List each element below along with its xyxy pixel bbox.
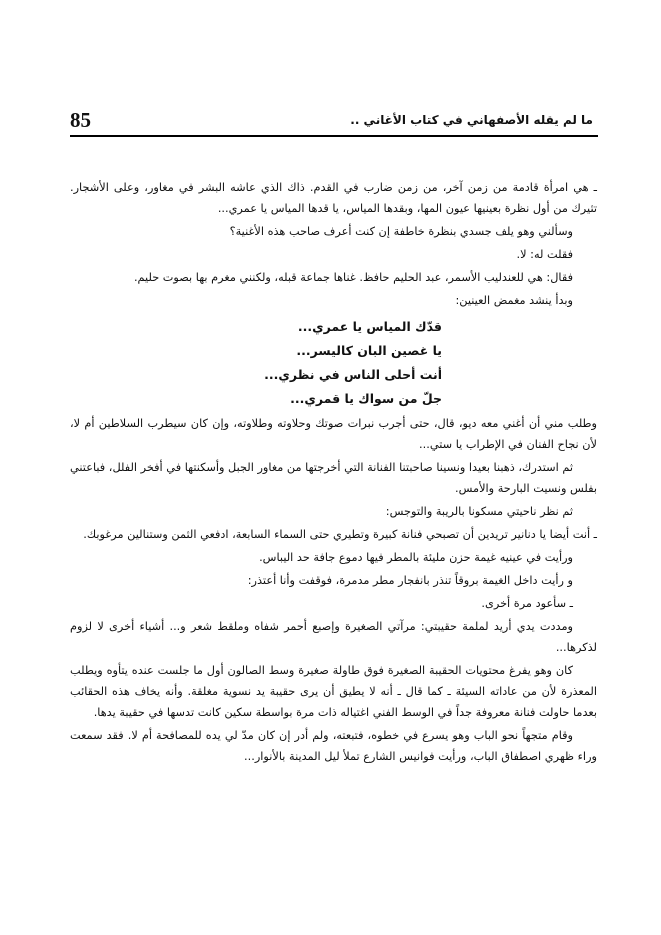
paragraph: وطلب مني أن أغني معه ديو، قال، حتى أجرب نبرات صوتك وحلاوته وطلاوته، وإن كان سيطرب السلاطين أم لا، لأن نجاح الفنان في الإطراب يا ستي... xyxy=(70,417,597,451)
paragraph: ثم استدرك، ذهبنا بعيدا ونسينا صاحبتنا الفنانة التي أخرجتها من مغاور الجبل وأسكنتها في أفخر الفلل، فباعتني بفلس ونسيت البارحة والأمس. xyxy=(69,461,597,495)
paragraph: وقام متجهاً نحو الباب وهو يسرع في خطوه، فتبعته، ولم أدر إن كان مدّ لي يده للمصافحة أم لا. فقد سمعت وراء ظهري اصطفاق الباب، ورأيت فوانيس الشارع تملأ ليل المدينة بالأنوار... xyxy=(70,729,597,763)
verse-line: قدّك المياس يا عمري... xyxy=(297,319,442,334)
header-rule xyxy=(70,135,598,137)
paragraph: فقلت له: لا. xyxy=(516,248,573,261)
paragraph: ـ هي امرأة قادمة من زمن آخر، من زمن ضارب في القدم. ذاك الذي عاشه البشر في مغاور، وعلى الأشجار. تثيرك من أول نظرة بعينيها عيون المها، وبقدها المياس، يا قدها المياس يا عمري... xyxy=(70,181,597,215)
page-header xyxy=(70,108,595,132)
paragraph: فقال: هي للعندليب الأسمر، عبد الحليم حافظ. غناها جماعة قبله، ولكنني مغرم بها بصوت حليم. xyxy=(133,271,573,284)
song-verses xyxy=(70,315,597,411)
verse-line: أنت أحلى الناس في نظري... xyxy=(264,367,442,382)
paragraph: و رأيت داخل الغيمة بروقاً تنذر بانفجار مطر مدمرة، فوقفت وأنا أعتذر: xyxy=(247,574,573,587)
paragraph: ومددت يدي أريد لملمة حقيبتي: مرآتي الصغيرة وإصبع أحمر شفاه وملقط شعر و... أشياء أخرى لا لزوم لذكرها... xyxy=(70,620,597,654)
paragraph: ثم نظر ناحيتي مسكونا بالريبة والتوجس: xyxy=(385,505,573,518)
running-title: ما لم يقله الأصفهاني في كتاب الأغاني .. xyxy=(350,113,593,127)
body-text xyxy=(70,177,597,769)
paragraph: ورأيت في عينيه غيمة حزن مليئة بالمطر فيها دموع جافة حد اليباس. xyxy=(259,551,573,564)
paragraph: ـ أنت أيضا يا دنانير تريدين أن تصبحي فنانة كبيرة وتطيري حتى السماء السابعة، ادفعي الثمن وستنالين مرغوبك. xyxy=(83,528,597,541)
paragraph: وبدأ ينشد مغمض العينين: xyxy=(455,294,573,307)
paragraph: وسألني وهو يلف جسدي بنظرة خاطفة إن كنت أعرف صاحب هذه الأغنية؟ xyxy=(229,225,573,238)
verse-line: يا غصين البان كاليسر... xyxy=(296,343,442,358)
paragraph: ـ سأعود مرة أخرى. xyxy=(481,597,573,610)
page-number: 85 xyxy=(70,108,91,132)
verse-line: جلّ من سواك يا قمري... xyxy=(290,391,442,406)
paragraph: كان وهو يفرغ محتويات الحقيبة الصغيرة فوق طاولة صغيرة وسط الصالون أول ما جلست عنده يتأوه ويطلب المعذرة لأن من عاداته السيئة ـ كما قال ـ أنه لا يطيق أن يرى حقيبة يد نسوية مغلقة. وأنه يخاف هذه الحقائب بعدما حاولت فنانة معروفة جداً في الوسط الفني اغتياله ذات مرة بواسطة سكين كانت تدسها في حقيبة يدها. xyxy=(70,664,597,719)
